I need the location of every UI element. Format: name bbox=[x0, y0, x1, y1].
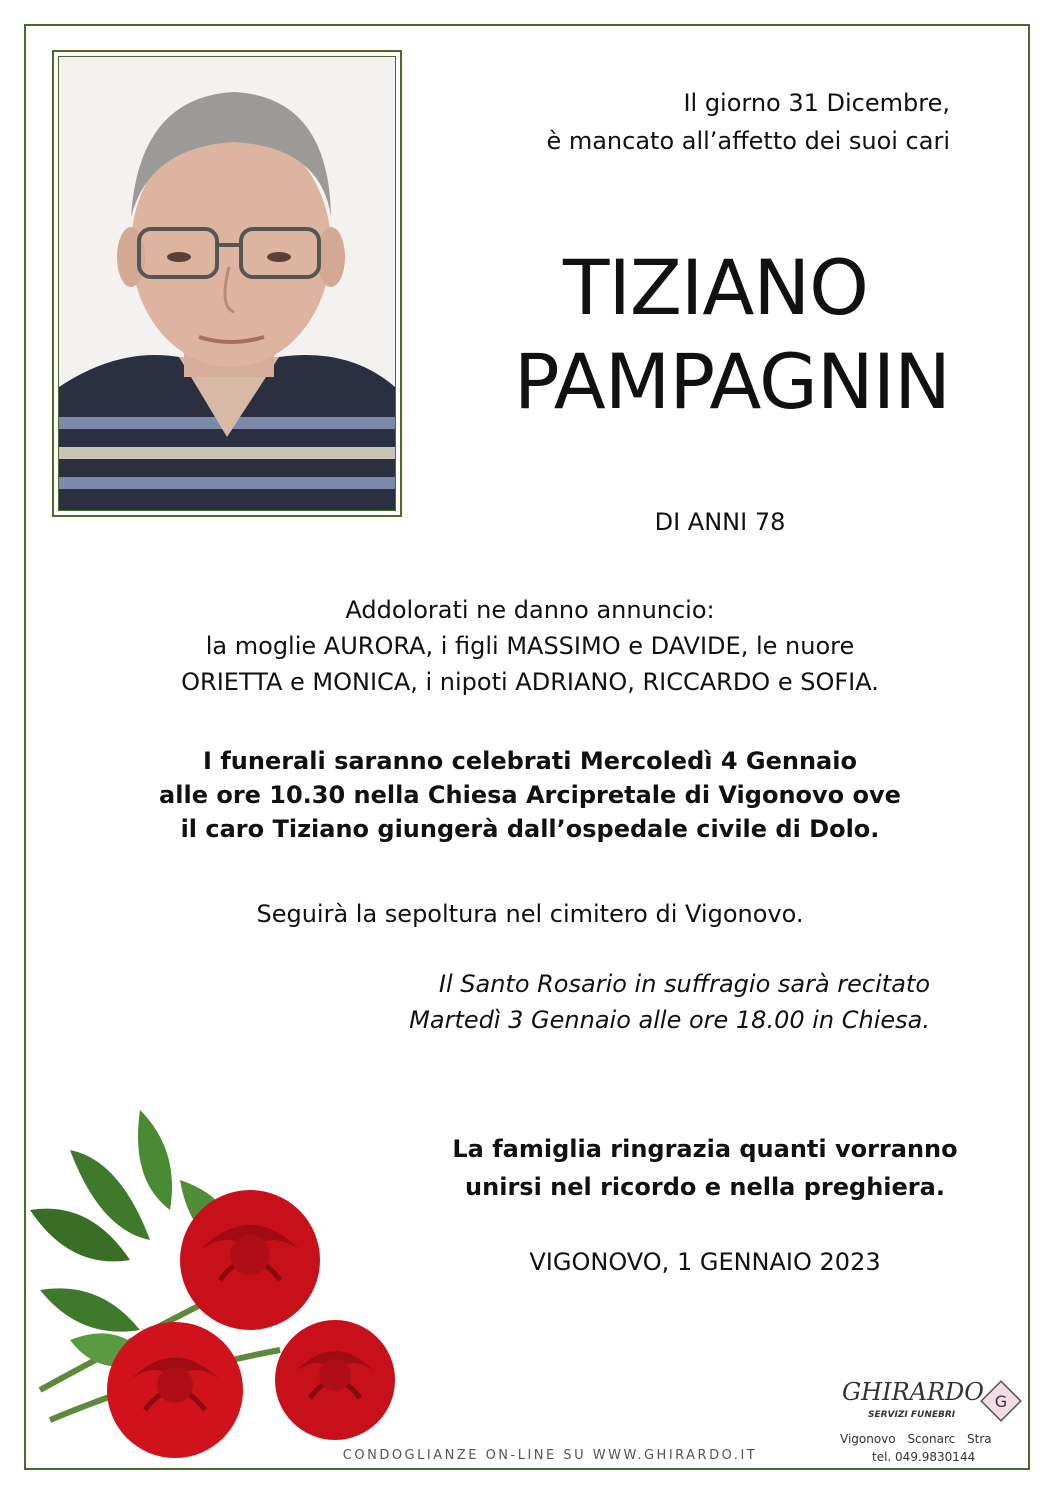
announcement-line: Addolorati ne danno annuncio: bbox=[345, 596, 715, 624]
intro-line: è mancato all’affetto dei suoi cari bbox=[546, 127, 950, 155]
deceased-last-name: PAMPAGNIN bbox=[513, 337, 950, 426]
announcement-line: la moglie AURORA, i figli MASSIMO e DAVIDE, le nuore bbox=[205, 632, 855, 660]
rosary-note bbox=[300, 966, 930, 1038]
announcement-line: ORIETTA e MONICA, i nipoti ADRIANO, RICCARDO e SOFIA. bbox=[181, 668, 879, 696]
funeral-details bbox=[100, 744, 960, 846]
logo-tagline: SERVIZI FUNEBRI bbox=[868, 1410, 956, 1420]
logo-diamond-icon bbox=[980, 1380, 1022, 1422]
family-thanks bbox=[410, 1130, 1000, 1206]
thanks-line: La famiglia ringrazia quanti vorranno bbox=[452, 1135, 958, 1163]
logo-name: GHIRARDO bbox=[842, 1378, 984, 1406]
place-date: VIGONOVO, 1 GENNAIO 2023 bbox=[529, 1248, 881, 1276]
thanks-line: unirsi nel ricordo e nella preghiera. bbox=[465, 1173, 945, 1201]
portrait-photo bbox=[58, 56, 396, 511]
funeral-line: I funerali saranno celebrati Mercoledì 4 Gennaio bbox=[203, 747, 857, 775]
rosary-line: Martedì 3 Gennaio alle ore 18.00 in Chiesa. bbox=[409, 1006, 930, 1034]
intro-text bbox=[470, 84, 950, 160]
deceased-first-name: TIZIANO bbox=[563, 243, 868, 332]
funeral-line: alle ore 10.30 nella Chiesa Arcipretale di Vigonovo ove bbox=[159, 781, 901, 809]
funeral-line: il caro Tiziano giungerà dall’ospedale civile di Dolo. bbox=[180, 815, 880, 843]
announcement bbox=[120, 592, 940, 700]
funeral-home-logo bbox=[832, 1376, 1032, 1468]
portrait-frame bbox=[52, 50, 402, 517]
condolences-footer: CONDOGLIANZE ON-LINE SU WWW.GHIRARDO.IT bbox=[342, 1448, 758, 1463]
logo-phone: tel. 049.9830144 bbox=[872, 1450, 976, 1464]
rosary-line: Il Santo Rosario in suffragio sarà recitato bbox=[438, 970, 930, 998]
logo-towns: Vigonovo Sconarc Stra bbox=[840, 1432, 992, 1446]
intro-line: Il giorno 31 Dicembre, bbox=[683, 89, 950, 117]
deceased-age: DI ANNI 78 bbox=[654, 508, 786, 536]
logo-monogram: G bbox=[994, 1392, 1008, 1411]
roses-illustration bbox=[30, 1090, 410, 1460]
burial-note: Seguirà la sepoltura nel cimitero di Vigonovo. bbox=[256, 900, 804, 928]
